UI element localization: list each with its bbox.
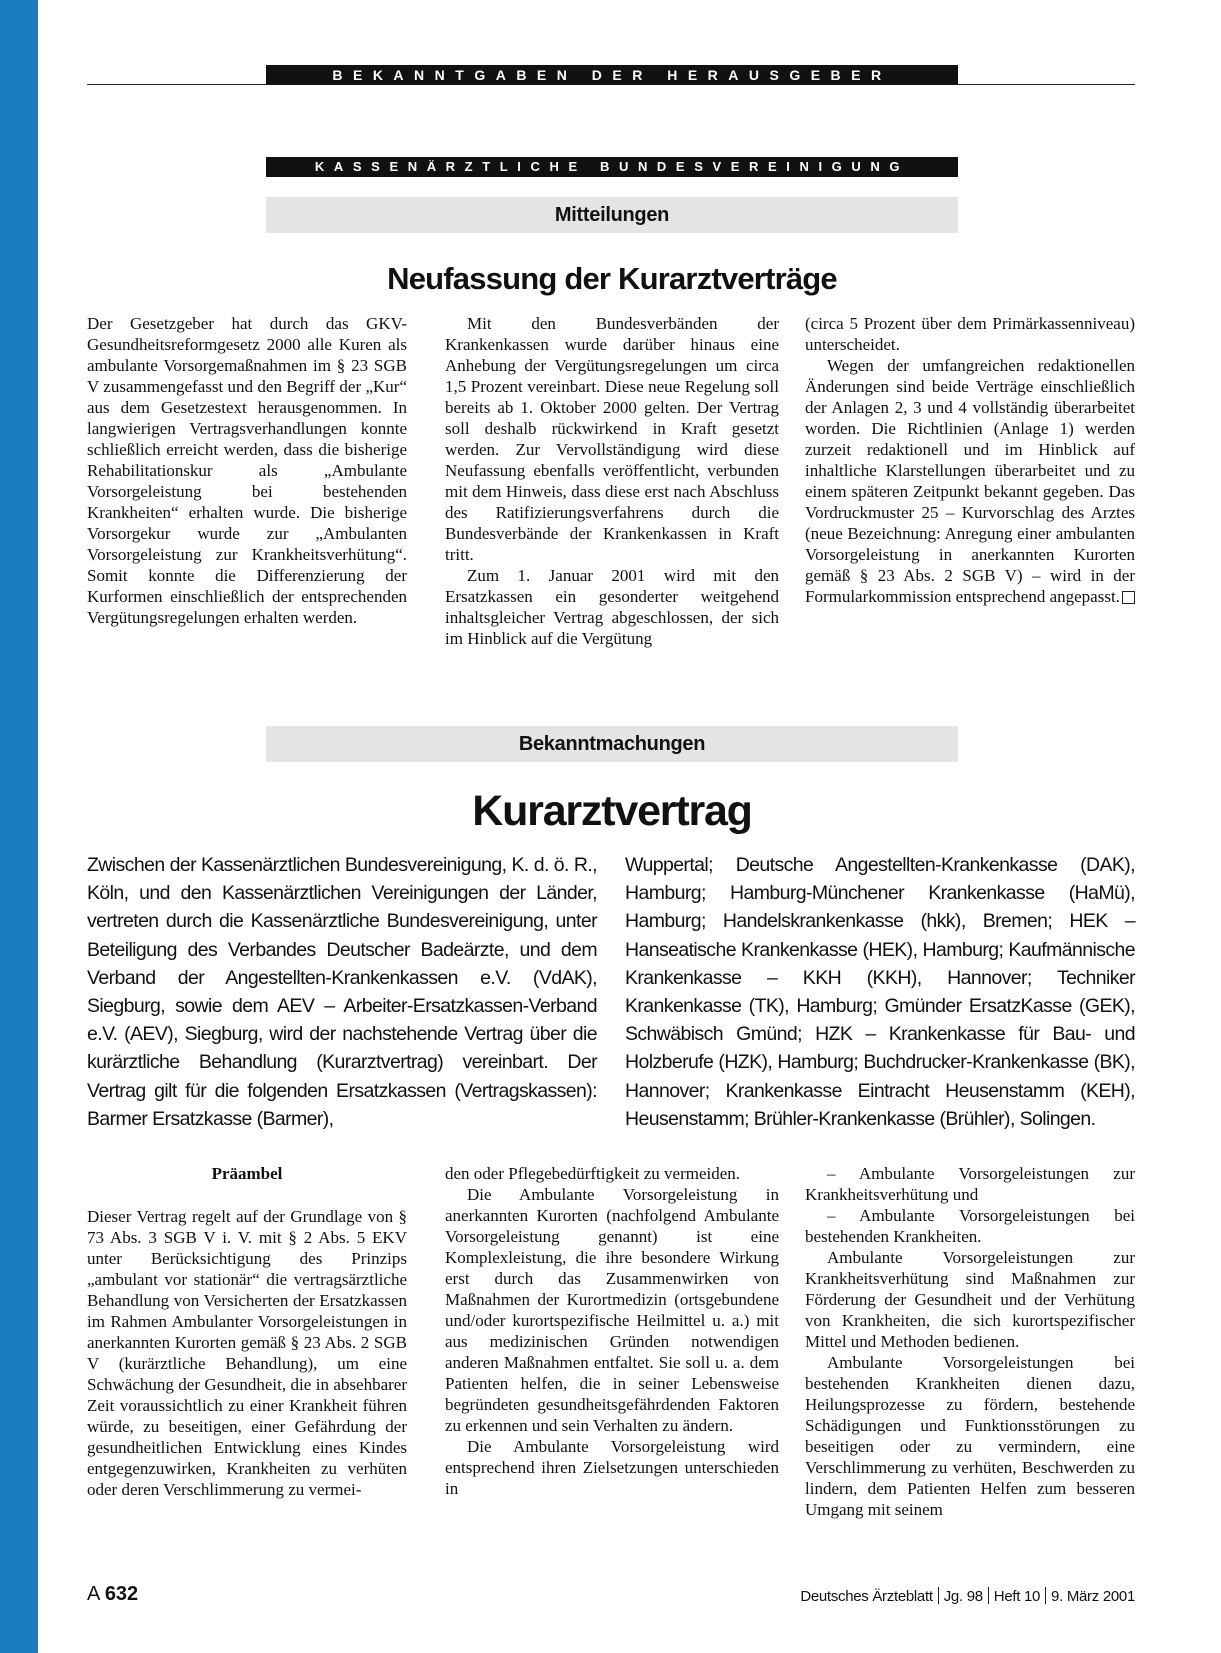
journal-name: Deutsches Ärzteblatt [800, 1588, 933, 1605]
page-number-value: 632 [104, 1583, 139, 1605]
page-prefix: A [87, 1583, 100, 1605]
mitteilungen-column-3 [805, 313, 1135, 607]
intro-column-right [625, 851, 1135, 1133]
divider [988, 1587, 989, 1604]
journal-volume: Jg. 98 [943, 1588, 983, 1605]
mitteilungen-column-2 [445, 313, 779, 649]
paragraph: Die Ambulante Vorsorgeleistung wird entsprechend ihren Zielsetzungen unterschieden in [445, 1437, 779, 1498]
org-band: KASSENÄRZTLICHE BUNDESVEREINIGUNG [266, 157, 958, 177]
paragraph: – Ambulante Vorsorgeleistungen zur Krankheitsverhütung und [805, 1164, 1135, 1204]
paragraph-text: Wegen der umfangreichen redaktionellen Änderungen sind beide Verträge einschließlich der Anlagen 2, 3 und 4 vollständig überarbeitet worden. Die Richtlinien (Anlage 1) werden zurzeit redaktionell und im Hinblick auf inhaltliche Klarstellungen überarbeitet und zu einem späteren Zeitpunkt bekannt gegeben. Das Vordruckmuster 25 – Kurvorschlag des Arztes (neue Bezeichnung: Anregung einer ambulanten Vorsorgeleistung in anerkannten Kurorten gemäß § 23 Abs. 2 SGB V) – wird in der Formularkommission entsprechend angepasst. [805, 356, 1135, 606]
paragraph: Der Gesetzgeber hat durch das GKV-Gesundheitsreformgesetz 2000 alle Kuren als ambulante Vorsorgemaßnahmen im § 23 SGB V zusammengefasst und den Begriff der „Kur“ aus dem Gesetzestext herausgenommen. In langwierigen Vertragsverhandlungen konnte schließlich erreicht werden, dass die bisherige Rehabilitationskur als „Ambulante Vorsorgeleistung bei bestehenden Krankheiten“ erhalten wurde. Die bisherige Vorsorgekur wurde zur „Ambulanten Vorsorgeleistung zur Krankheitsverhütung“. Somit konnte die Differenzierung der Kurformen einschließlich der entsprechenden Vergütungsregelungen erhalten werden. [87, 314, 407, 627]
praeambel-column-3 [805, 1163, 1135, 1520]
side-color-bar [0, 0, 38, 1653]
intro-column-left [87, 851, 597, 1133]
paragraph: Ambulante Vorsorgeleistungen zur Krankheitsverhütung sind Maßnahmen zur Förderung der Gesundheit und der Verhütung von Krankheiten, die sich kurortspezifischer Mittel und Methoden bedienen. [805, 1248, 1135, 1351]
paragraph: Zum 1. Januar 2001 wird mit den Ersatzkassen ein gesonderter weitgehend inhaltsgleicher Vertrag abgeschlossen, der sich im Hinblick auf die Vergütung [445, 566, 779, 648]
paragraph: Zwischen der Kassenärztlichen Bundesvereinigung, K. d. ö. R., Köln, und den Kassenärztlichen Vereinigungen der Länder, vertreten durch die Kassenärztliche Bundesvereinigung, unter Beteiligung des Verbandes Deutscher Badeärzte, und dem Verband der Angestellten-Krankenkassen e.V. (VdAK), Siegburg, sowie dem AEV – Arbeiter-Ersatzkassen-Verband e.V. (AEV), Siegburg, wird der nachstehende Vertrag über die kurärztliche Behandlung (Kurarztvertrag) vereinbart. Der Vertrag gilt für die folgenden Ersatzkassen (Vertragskassen): Barmer Ersatzkasse (Barmer), [87, 854, 597, 1130]
journal-date: 9. März 2001 [1051, 1588, 1135, 1605]
paragraph: den oder Pflegebedürftigkeit zu vermeiden. [445, 1164, 741, 1183]
section-band: BEKANNTGABEN DER HERAUSGEBER [266, 65, 958, 85]
page-number [87, 1583, 138, 1606]
paragraph: Die Ambulante Vorsorgeleistung in anerkannten Kurorten (nachfolgend Ambulante Vorsorgeleistung genannt) ist eine Komplexleistung, die ihre besondere Wirkung erst durch das Zusammenwirken von Maßnahmen der Kurortmedizin (ortsgebundene und/oder kurortspezifische Heilmittel u. a.) mit aus medizinischen Gründen notwendigen anderen Maßnahmen entfaltet. Sie soll u. a. dem Patienten helfen, die in seiner Lebensweise begründeten gesundheitsgefährdenden Faktoren zu erkennen und sein Verhalten zu ändern. [445, 1185, 779, 1435]
mitteilungen-column-1 [87, 313, 407, 628]
journal-issue: Heft 10 [993, 1588, 1041, 1605]
divider [1045, 1587, 1046, 1604]
article-title-kurarztvertrag: Kurarztvertrag [472, 787, 752, 835]
paragraph: Ambulante Vorsorgeleistungen bei bestehenden Krankheiten dienen dazu, Heilungsprozesse zu fördern, bestehende Schädigungen und Funktionsstörungen zu beseitigen oder zu vermindern, eine Verschlimmerung zu verhüten, Beschwerden zu lindern, dem Patienten Helfen zum besseren Umgang mit seinem [805, 1353, 1135, 1519]
end-of-article-box-icon [1122, 591, 1135, 604]
paragraph-with-end-mark [805, 355, 1135, 607]
paragraph: – Ambulante Vorsorgeleistungen bei bestehenden Krankheiten. [805, 1206, 1135, 1246]
article-title-neufassung: Neufassung der Kurarztverträge [387, 261, 837, 296]
paragraph: Mit den Bundesverbänden der Krankenkassen wurde darüber hinaus eine Anhebung der Vergütungsregelungen um circa 1,5 Prozent vereinbart. Diese neue Regelung soll bereits ab 1. Oktober 2000 gelten. Der Vertrag soll deshalb rückwirkend in Kraft gesetzt werden. Zur Vervollständigung wird diese Neufassung ebenfalls veröffentlicht, verbunden mit dem Hinweis, dass diese erst nach Abschluss des Ratifizierungsverfahrens durch die Bundesverbände der Krankenkassen in Kraft tritt. [445, 314, 779, 564]
praeambel-column-1 [87, 1163, 407, 1500]
mitteilungen-label: Mitteilungen [266, 197, 958, 233]
paragraph: (circa 5 Prozent über dem Primärkassenniveau) unterscheidet. [805, 314, 1135, 354]
praeambel-column-2 [445, 1163, 779, 1499]
section-heading-praeambel: Präambel [211, 1164, 283, 1183]
divider [938, 1587, 939, 1604]
bekanntmachungen-label: Bekanntmachungen [266, 726, 958, 762]
paragraph: Dieser Vertrag regelt auf der Grundlage von § 73 Abs. 3 SGB V i. V. mit § 2 Abs. 5 EKV unter Berücksichtigung des Prinzips „ambulant vor stationär“ die vertragsärztliche Behandlung von Versicherten der Ersatzkassen im Rahmen Ambulanter Vorsorgeleistungen in anerkannten Kurorten gemäß § 23 Abs. 2 SGB V (kurärztliche Behandlung), um eine Schwächung der Gesundheit, die in absehbarer Zeit voraussichtlich zu einer Krankheit führen würde, zu beseitigen, einer Gefährdung der gesundheitlichen Entwicklung eines Kindes entgegenzuwirken, Krankheiten zu verhüten oder deren Verschlimmerung zu vermei- [87, 1207, 407, 1499]
paragraph: Wuppertal; Deutsche Angestellten-Krankenkasse (DAK), Hamburg; Hamburg-Münchener Krankenkasse (HaMü), Hamburg; Handelskrankenkasse (hkk), Bremen; HEK – Hanseatische Krankenkasse (HEK), Hamburg; Kaufmännische Krankenkasse – KKH (KKH), Hannover; Techniker Krankenkasse (TK), Hamburg; Gmünder ErsatzKasse (GEK), Schwäbisch Gmünd; HZK – Krankenkasse für Bau- und Holzberufe (HZK), Hamburg; Buchdrucker-Krankenkasse (BK), Hannover; Krankenkasse Eintracht Heusenstamm (KEH), Heusenstamm; Brühler-Krankenkasse (Brühler), Solingen. [625, 854, 1135, 1130]
journal-info [800, 1587, 1135, 1605]
